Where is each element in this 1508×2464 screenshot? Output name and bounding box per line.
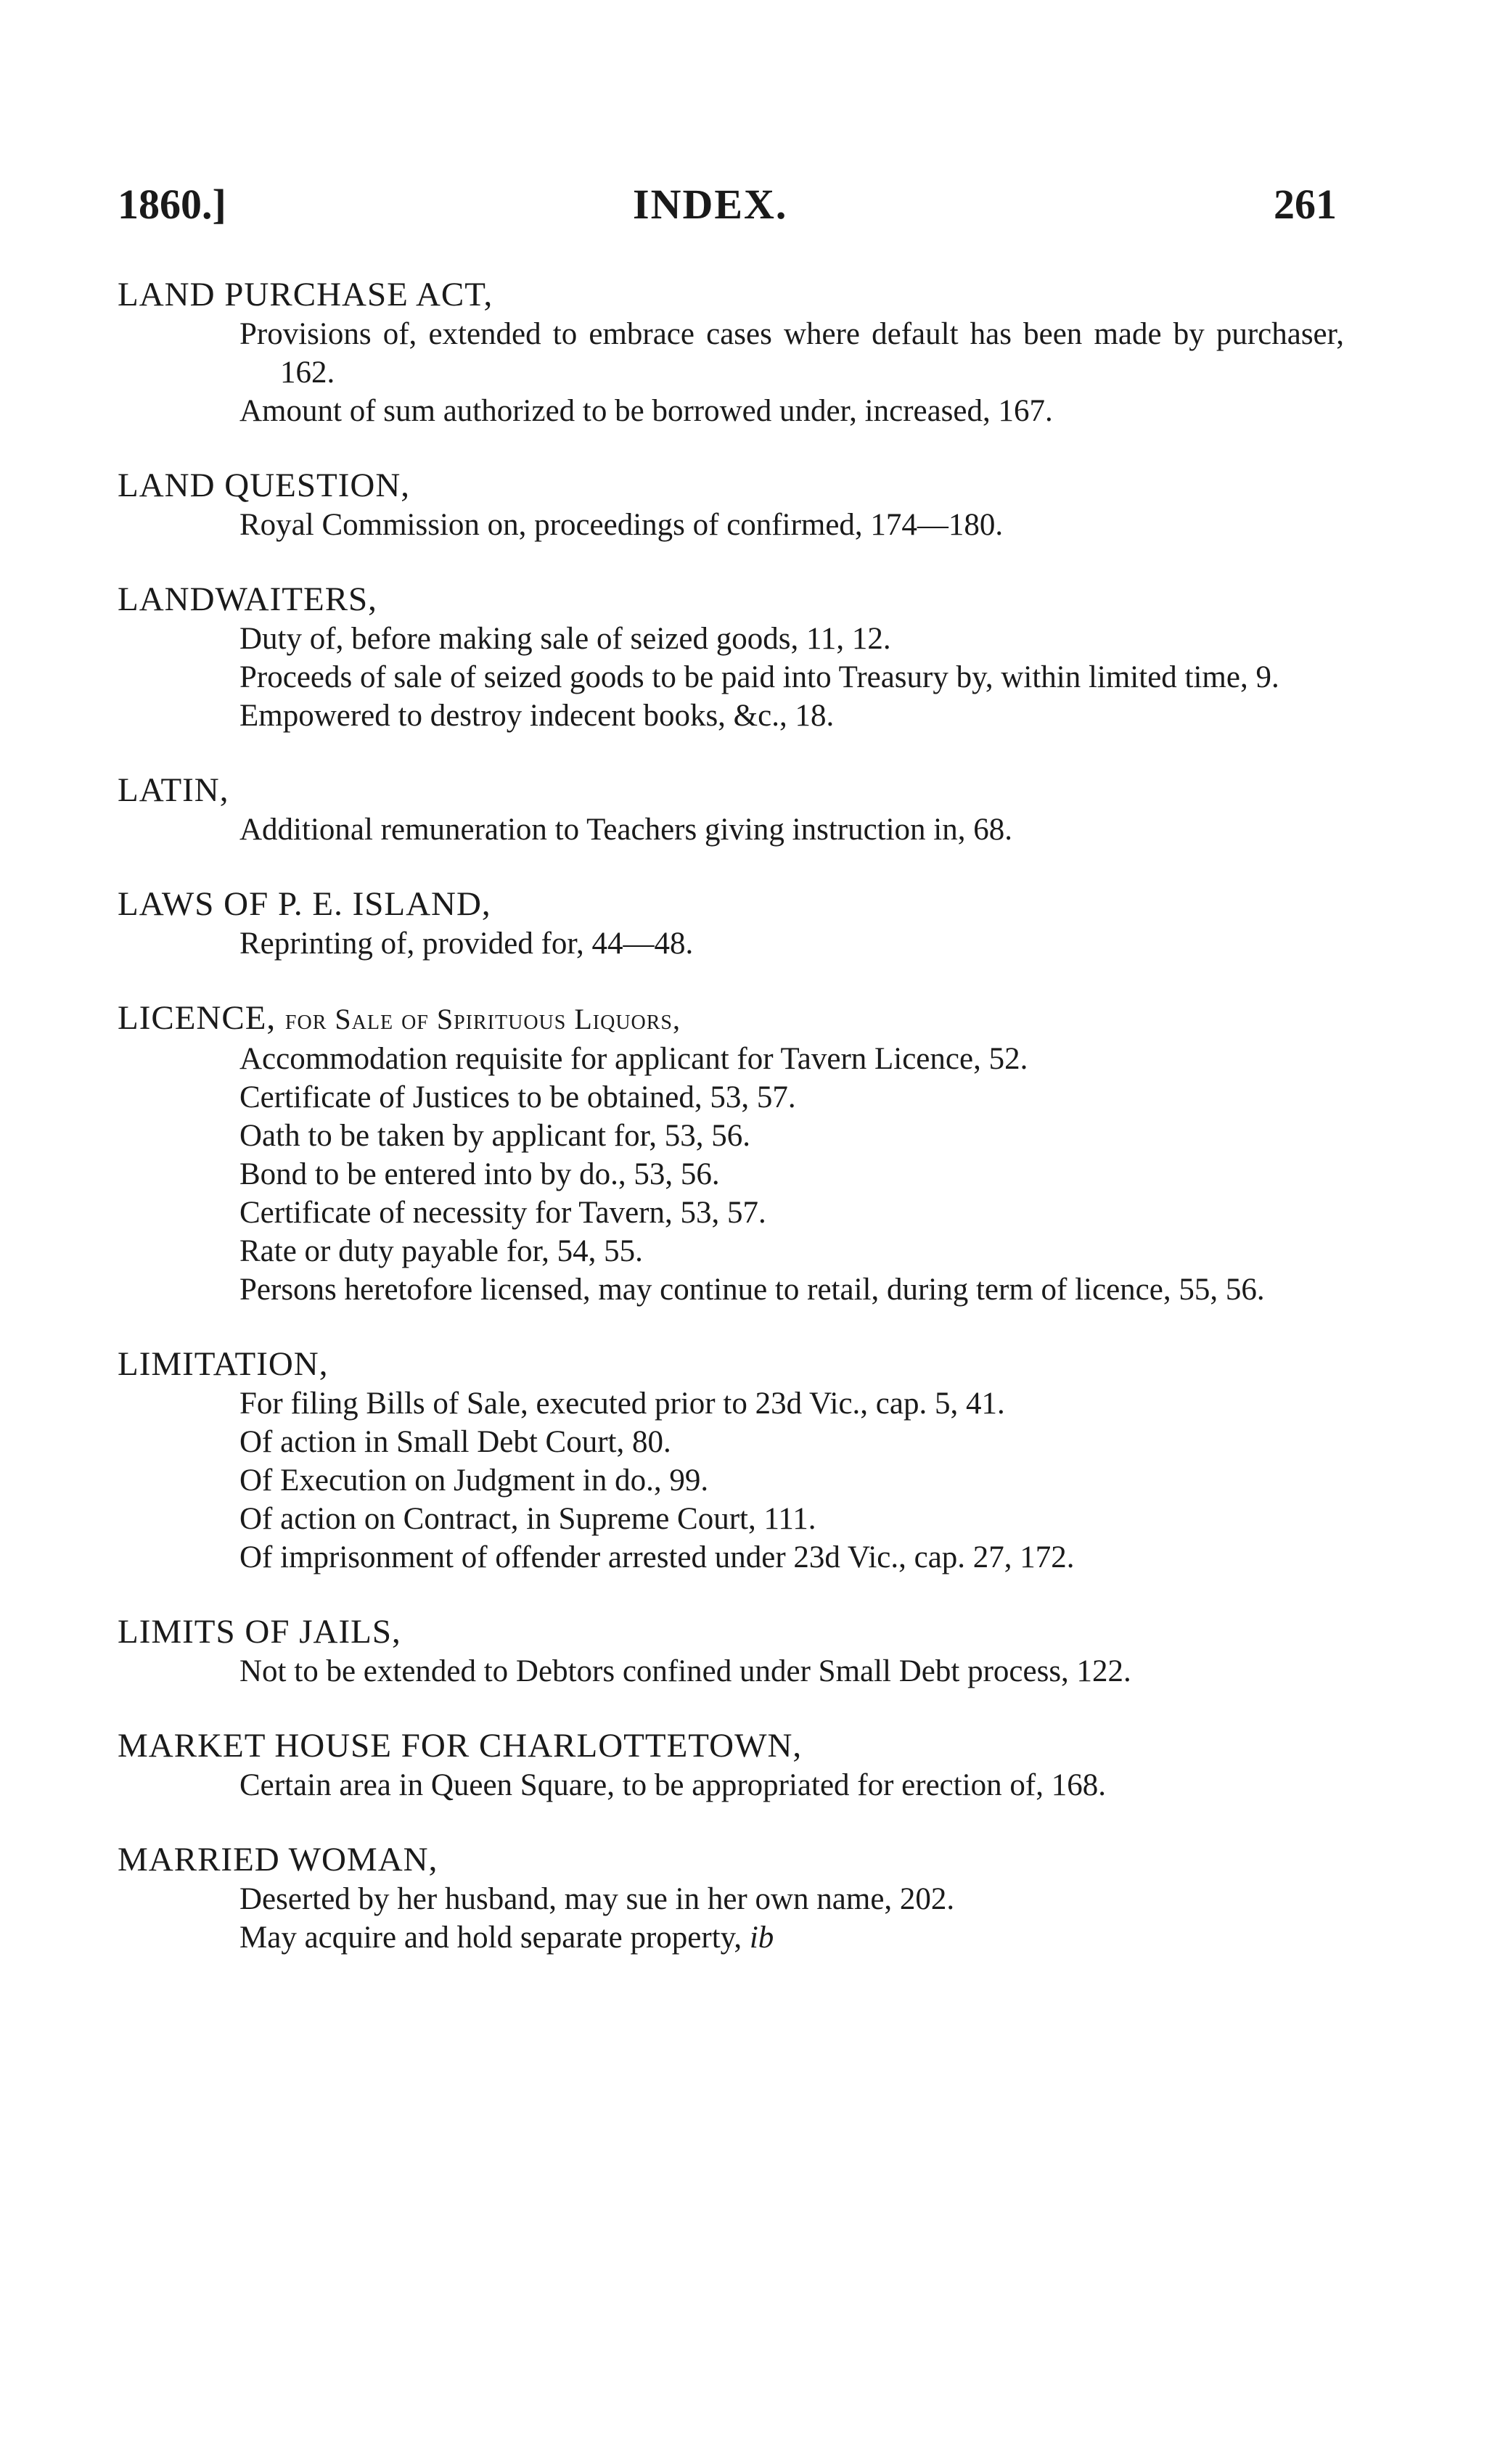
- entry-heading: LIMITS OF JAILS,: [118, 1613, 401, 1651]
- sub-entry: Bond to be entered into by do., 53, 56.: [239, 1157, 720, 1191]
- sub-entry: Of action on Contract, in Supreme Court, 111.: [239, 1502, 816, 1536]
- index-entry: [118, 274, 1344, 430]
- sub-entry: Certain area in Queen Square, to be appropriated for erection of, 168.: [239, 1768, 1106, 1802]
- sub-entry: Of imprisonment of offender arrested under 23d Vic., cap. 27, 172.: [239, 1540, 1075, 1574]
- sub-entry: Provisions of, extended to embrace cases where default has been made by purchaser, 162.: [239, 317, 1344, 390]
- entry-heading: LANDWAITERS,: [118, 580, 377, 618]
- sub-entry: Proceeds of sale of seized goods to be paid into Treasury by, within limited time, 9.: [239, 660, 1279, 694]
- sub-entry: Deserted by her husband, may sue in her own name, 202.: [239, 1882, 955, 1916]
- entry-heading: MARRIED WOMAN,: [118, 1841, 438, 1878]
- index-entry: [118, 998, 1344, 1309]
- sub-entry: Empowered to destroy indecent books, &c., 18.: [239, 699, 835, 733]
- entry-heading: LIMITATION,: [118, 1345, 329, 1383]
- index-entry: [118, 579, 1344, 735]
- index-entries: [118, 274, 1344, 1992]
- sub-entry: Certificate of Justices to be obtained, 53, 57.: [239, 1080, 796, 1114]
- entry-heading: LAWS OF P. E. ISLAND,: [118, 885, 491, 923]
- sub-entry: For filing Bills of Sale, executed prior to 23d Vic., cap. 5, 41.: [239, 1387, 1005, 1421]
- entry-heading-main: LICENCE,: [118, 999, 276, 1037]
- header-year: 1860.]: [118, 181, 226, 228]
- page-number: 261: [1274, 181, 1337, 228]
- sub-entry: Accommodation requisite for applicant for Tavern Licence, 52.: [239, 1042, 1028, 1076]
- entry-heading-suffix: for Sale of Spirituous Liquors,: [284, 1003, 681, 1035]
- entry-heading: LAND PURCHASE ACT,: [118, 276, 493, 313]
- header-title: INDEX.: [633, 181, 788, 228]
- entry-heading: [118, 998, 1344, 1040]
- sub-entry: Rate or duty payable for, 54, 55.: [239, 1234, 643, 1268]
- index-entry: [118, 1344, 1344, 1577]
- sub-entry: Persons heretofore licensed, may continue to retail, during term of licence, 55, 56.: [239, 1273, 1265, 1307]
- sub-entry-ref: ib: [749, 1921, 774, 1955]
- entry-heading: MARKET HOUSE FOR CHARLOTTETOWN,: [118, 1727, 803, 1765]
- entry-heading: LAND QUESTION,: [118, 467, 411, 504]
- sub-entry: Duty of, before making sale of seized goods, 11, 12.: [239, 622, 891, 656]
- index-entry: [118, 1611, 1344, 1691]
- index-entry: [118, 770, 1344, 849]
- sub-entry: [158, 1918, 1344, 1957]
- sub-entry: Certificate of necessity for Tavern, 53, 57.: [239, 1196, 766, 1230]
- entry-heading: LATIN,: [118, 771, 229, 809]
- sub-entry: Royal Commission on, proceedings of confirmed, 174—180.: [239, 508, 1004, 542]
- sub-entry: Reprinting of, provided for, 44—48.: [239, 927, 694, 961]
- sub-entry: Oath to be taken by applicant for, 53, 56.: [239, 1119, 750, 1153]
- sub-entry: Additional remuneration to Teachers giving instruction in, 68.: [239, 813, 1013, 847]
- running-head: [118, 180, 1337, 238]
- sub-entry: Of action in Small Debt Court, 80.: [239, 1425, 671, 1459]
- index-entry: [118, 465, 1344, 544]
- sub-entry: Not to be extended to Debtors confined under Small Debt process, 122.: [239, 1654, 1131, 1688]
- sub-entry: Of Execution on Judgment in do., 99.: [239, 1463, 709, 1498]
- index-entry: [118, 1839, 1344, 1957]
- index-entry: [118, 1725, 1344, 1804]
- sub-entry: Amount of sum authorized to be borrowed under, increased, 167.: [239, 394, 1053, 428]
- index-entry: [118, 884, 1344, 963]
- sub-entry-text: May acquire and hold separate property,: [239, 1921, 742, 1955]
